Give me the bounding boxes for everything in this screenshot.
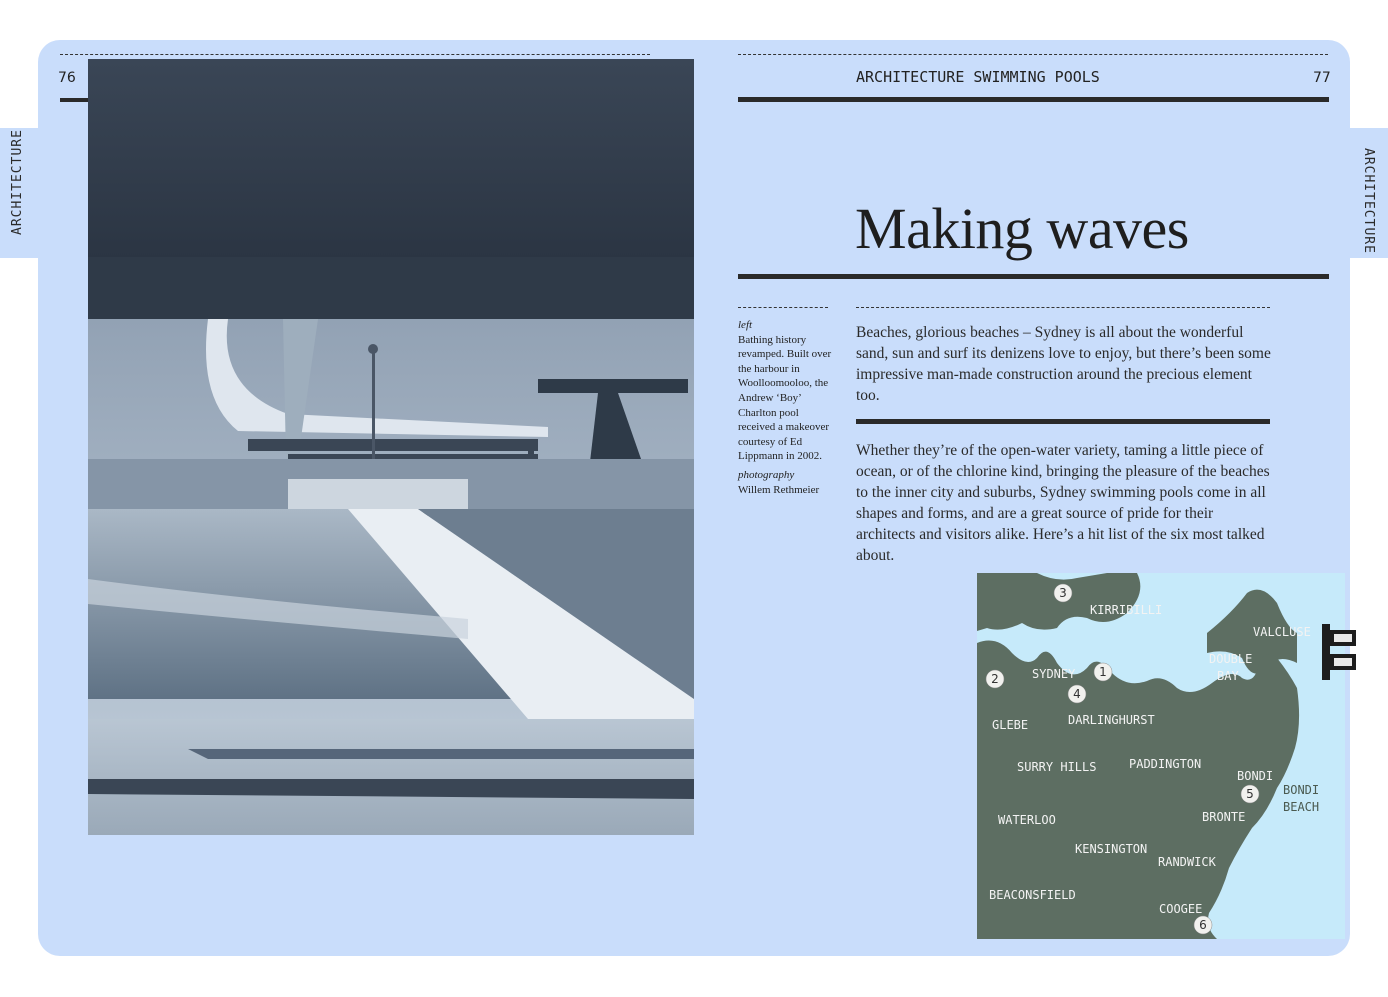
map-label-glebe: GLEBE [992,718,1029,732]
left-header-rule [60,98,90,102]
left-section-tab-label: ARCHITECTURE [10,129,25,235]
map-label-darlinghurst: DARLINGHURST [1068,713,1155,727]
map-label-valcluse: VALCLUSE [1253,625,1311,639]
map-label-beaconsfield: BEACONSFIELD [989,888,1076,902]
map-label-randwick: RANDWICK [1158,855,1216,869]
running-head: ARCHITECTURE SWIMMING POOLS [856,68,1100,86]
map-label-paddington: PADDINGTON [1129,757,1202,771]
map-label-waterloo: WATERLOO [998,813,1056,827]
map-label-bondi-beach-line2: BEACH [1283,800,1320,814]
map-label-coogee: COOGEE [1159,902,1203,916]
intro-paragraph: Beaches, glorious beaches – Sydney is all about the wonderful sand, sun and surf its denizens love to enjoy, but there’s been some impressive man-made construction around the precious element too. [856,324,1271,404]
body-paragraph: Whether they’re of the open-water variety, taming a little piece of ocean, or of the chlorine kind, bringing the pleasure of the beaches to the inner city and suburbs, Sydney swimming pools come in all shapes and forms, and are a great source of pride for their architects and visitors alike. Here’s a hit list of the six most talked about. [856,442,1270,564]
right-header-dashed-rule [738,54,1328,55]
right-page-number: 77 [1313,70,1331,86]
map-label-kirribilli: KIRRIBILLI [1090,603,1163,617]
caption-position-label: left [738,319,753,331]
intro-rule [856,419,1270,424]
map-label-sydney: SYDNEY [1032,667,1076,681]
right-section-tab-label: ARCHITECTURE [1361,148,1376,254]
map-marker-1: 1 [1099,665,1107,679]
headline: Making waves [855,196,1189,261]
map-marker-2: 2 [991,672,999,686]
map-label-bay: BAY [1217,669,1239,683]
photo-caption [738,318,834,497]
map-marker-3: 3 [1059,586,1067,600]
map-label-bondi: BONDI [1237,769,1274,783]
pool-photo-illustration [88,59,694,835]
binder-clip-graphic [1318,622,1360,682]
map-label-kensington: KENSINGTON [1075,842,1148,856]
pool-location-map [977,573,1345,939]
caption-dashed-rule [738,307,828,308]
headline-rule [738,274,1329,279]
map-label-bronte: BRONTE [1202,810,1246,824]
caption-credit-label: photography [738,468,795,481]
map-label-bondi-beach-line1: BONDI [1283,783,1320,797]
map-illustration [977,573,1345,939]
left-page-number: 76 [58,70,76,86]
caption-credit-name: Willem Rethmeier [738,483,820,496]
map-marker-5: 5 [1246,787,1254,801]
map-label-surry-hills: SURRY HILLS [1017,760,1097,774]
map-label-double: DOUBLE [1209,652,1253,666]
caption-text: Bathing history revamped. Built over the harbour in Woolloomooloo, the Andrew ‘Boy’ Charlton pool received a makeover courtesy of Ed Lippmann in 2002. [738,333,832,463]
left-header-dashed-rule [60,54,650,55]
right-header-rule [738,97,1329,102]
pool-photo [88,59,694,835]
map-marker-6: 6 [1199,918,1207,932]
map-marker-4: 4 [1073,687,1081,701]
intro-dashed-rule [856,307,1270,308]
